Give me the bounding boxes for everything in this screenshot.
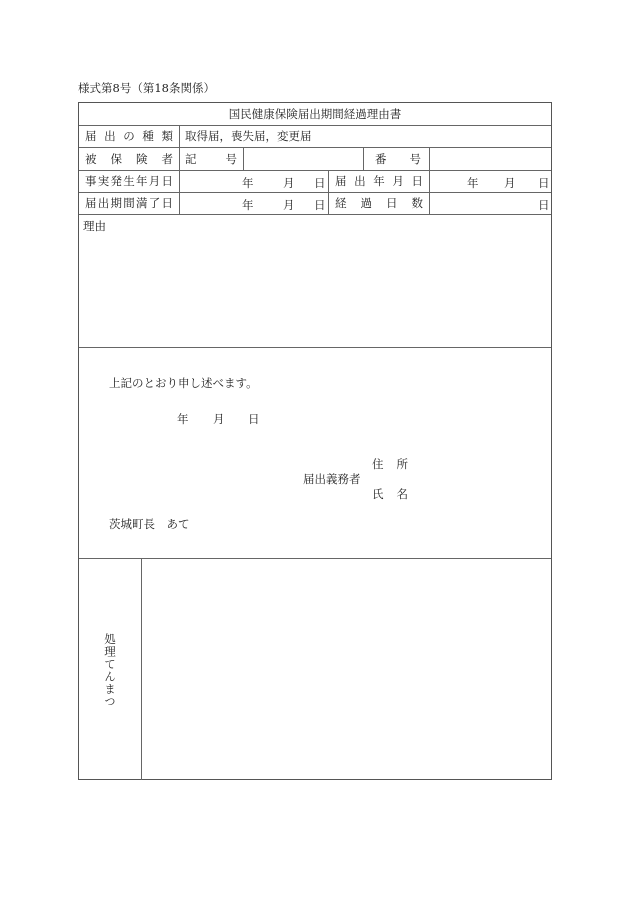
notification-type-label: 届出の種類 <box>85 129 173 143</box>
elapsed-days-label: 経過日数 <box>335 196 423 210</box>
day-label: 日 <box>314 198 326 212</box>
year-label: 年 <box>242 176 254 190</box>
reason-field[interactable] <box>79 233 551 347</box>
symbol-label: 記号 <box>185 152 237 166</box>
form-number: 様式第8号（第18条関係） <box>78 81 215 95</box>
reason-label: 理由 <box>83 219 106 233</box>
month-label: 月 <box>283 176 295 190</box>
insured-label: 被保険者 <box>85 152 173 166</box>
addressee: 茨城町長 あて <box>109 517 190 531</box>
address-label: 住所 <box>372 457 408 471</box>
form-title: 国民健康保険届出期間経過理由書 <box>228 107 402 121</box>
month-label: 月 <box>504 176 516 190</box>
obligor-label: 届出義務者 <box>303 472 361 486</box>
declaration-month: 月 <box>213 412 225 426</box>
number-field[interactable] <box>430 148 552 170</box>
processing-field[interactable] <box>142 559 551 779</box>
reason-form <box>78 102 552 780</box>
day-label: 日 <box>314 176 326 190</box>
year-label: 年 <box>467 176 479 190</box>
declaration-day: 日 <box>248 412 260 426</box>
filing-date-label: 届出年月日 <box>335 174 423 188</box>
notification-type-value: 取得届，喪失届，変更届 <box>185 129 312 143</box>
processing-label: 処理てんまつ <box>103 633 117 708</box>
occurrence-date-label: 事実発生年月日 <box>85 174 173 188</box>
day-label: 日 <box>538 198 550 212</box>
name-label: 氏名 <box>372 487 408 501</box>
symbol-field[interactable] <box>244 148 363 170</box>
number-label: 番号 <box>375 152 421 166</box>
day-label: 日 <box>538 176 550 190</box>
year-label: 年 <box>242 198 254 212</box>
declaration-year: 年 <box>177 412 189 426</box>
month-label: 月 <box>283 198 295 212</box>
declaration-statement: 上記のとおり申し述べます。 <box>109 376 258 390</box>
deadline-label: 届出期間満了日 <box>85 196 173 210</box>
